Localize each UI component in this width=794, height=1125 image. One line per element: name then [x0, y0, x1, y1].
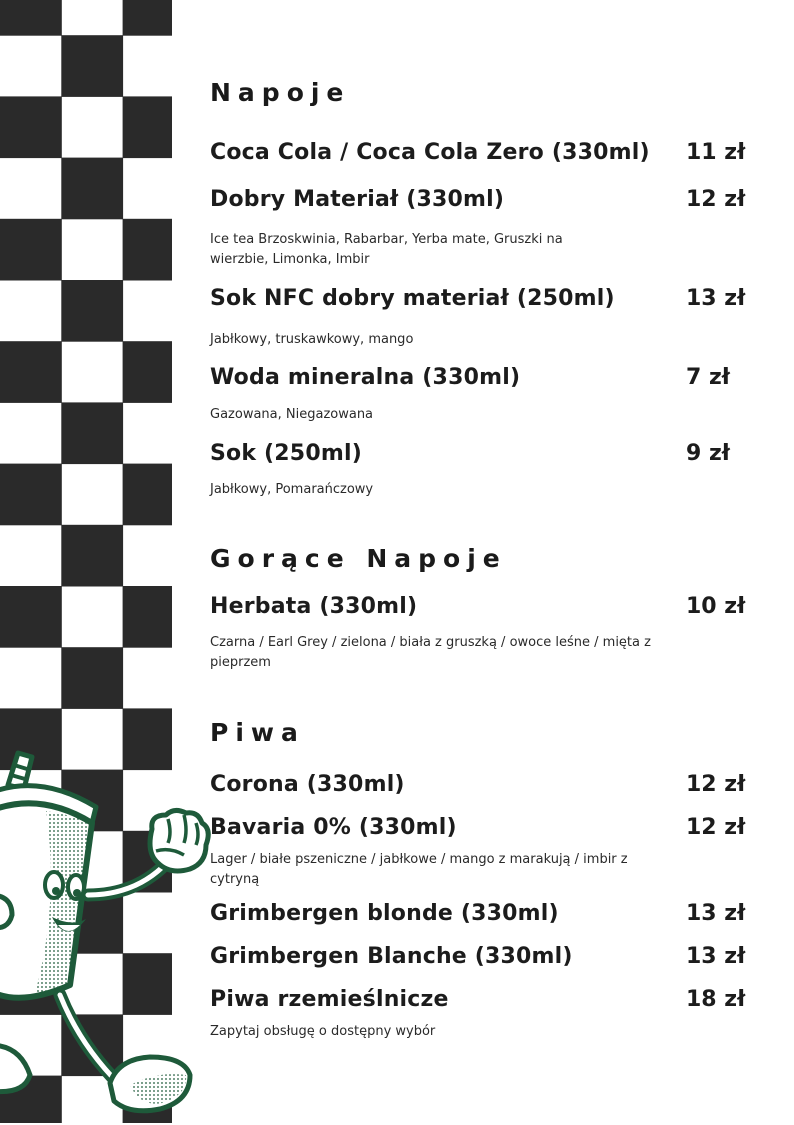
- checker-square: [0, 464, 62, 526]
- checker-square: [123, 341, 172, 403]
- cup-mascot-icon: [0, 745, 215, 1125]
- section-title-gorace-napoje: Gorące Napoje: [210, 544, 507, 573]
- menu-item-price: 13 zł: [686, 944, 746, 969]
- section-title-napoje: Napoje: [210, 78, 351, 107]
- menu-item-description: Jabłkowy, Pomarańczowy: [210, 482, 374, 497]
- menu-item-description: Jabłkowy, truskawkowy, mango: [210, 332, 414, 347]
- menu-item-description: Zapytaj obsługę o dostępny wybór: [210, 1024, 436, 1039]
- menu-item-name: Sok (250ml): [210, 441, 362, 466]
- menu-item-name: Piwa rzemieślnicze: [210, 987, 449, 1012]
- checker-square: [123, 96, 172, 158]
- checker-square: [61, 35, 123, 97]
- menu-item-name: Grimbergen Blanche (330ml): [210, 944, 573, 969]
- menu-item-price: 12 zł: [686, 187, 746, 212]
- menu-item-price: 13 zł: [686, 901, 746, 926]
- checker-square: [0, 586, 62, 648]
- menu-item-name: Grimbergen blonde (330ml): [210, 901, 559, 926]
- menu-item-description: Lager / białe pszeniczne / jabłkowe / mango z marakują / imbir z cytryną: [210, 852, 628, 887]
- menu-item-name: Dobry Materiał (330ml): [210, 187, 505, 212]
- checker-square: [123, 0, 172, 36]
- checker-square: [0, 219, 62, 281]
- menu-item-price: 18 zł: [686, 987, 746, 1012]
- menu-item-price: 11 zł: [686, 140, 746, 165]
- menu-item-name: Herbata (330ml): [210, 594, 418, 619]
- checker-square: [61, 280, 123, 342]
- checker-square: [61, 158, 123, 220]
- menu-item-name: Corona (330ml): [210, 772, 405, 797]
- menu-item-price: 7 zł: [686, 365, 730, 390]
- checker-square: [61, 402, 123, 464]
- checker-square: [123, 464, 172, 526]
- checker-square: [0, 96, 62, 158]
- menu-item-name: Coca Cola / Coca Cola Zero (330ml): [210, 140, 650, 165]
- section-title-piwa: Piwa: [210, 718, 305, 747]
- checker-square: [0, 0, 62, 36]
- checker-square: [61, 647, 123, 709]
- checker-square: [0, 341, 62, 403]
- menu-item-price: 10 zł: [686, 594, 746, 619]
- menu-item-name: Sok NFC dobry materiał (250ml): [210, 286, 615, 311]
- checker-square: [123, 219, 172, 281]
- checker-square: [61, 525, 123, 587]
- menu-item-description: Gazowana, Niegazowana: [210, 407, 374, 422]
- menu-item-name: Woda mineralna (330ml): [210, 365, 521, 390]
- menu-item-description: Czarna / Earl Grey / zielona / biała z gruszką / owoce leśne / mięta z pieprzem: [210, 635, 651, 670]
- menu-item-price: 12 zł: [686, 815, 746, 840]
- menu-item-description: Ice tea Brzoskwinia, Rabarbar, Yerba mate, Gruszki na wierzbie, Limonka, Imbir: [210, 232, 563, 267]
- menu-item-price: 12 zł: [686, 772, 746, 797]
- menu-item-price: 9 zł: [686, 441, 730, 466]
- menu-item-price: 13 zł: [686, 286, 746, 311]
- checker-square: [123, 586, 172, 648]
- menu-item-name: Bavaria 0% (330ml): [210, 815, 457, 840]
